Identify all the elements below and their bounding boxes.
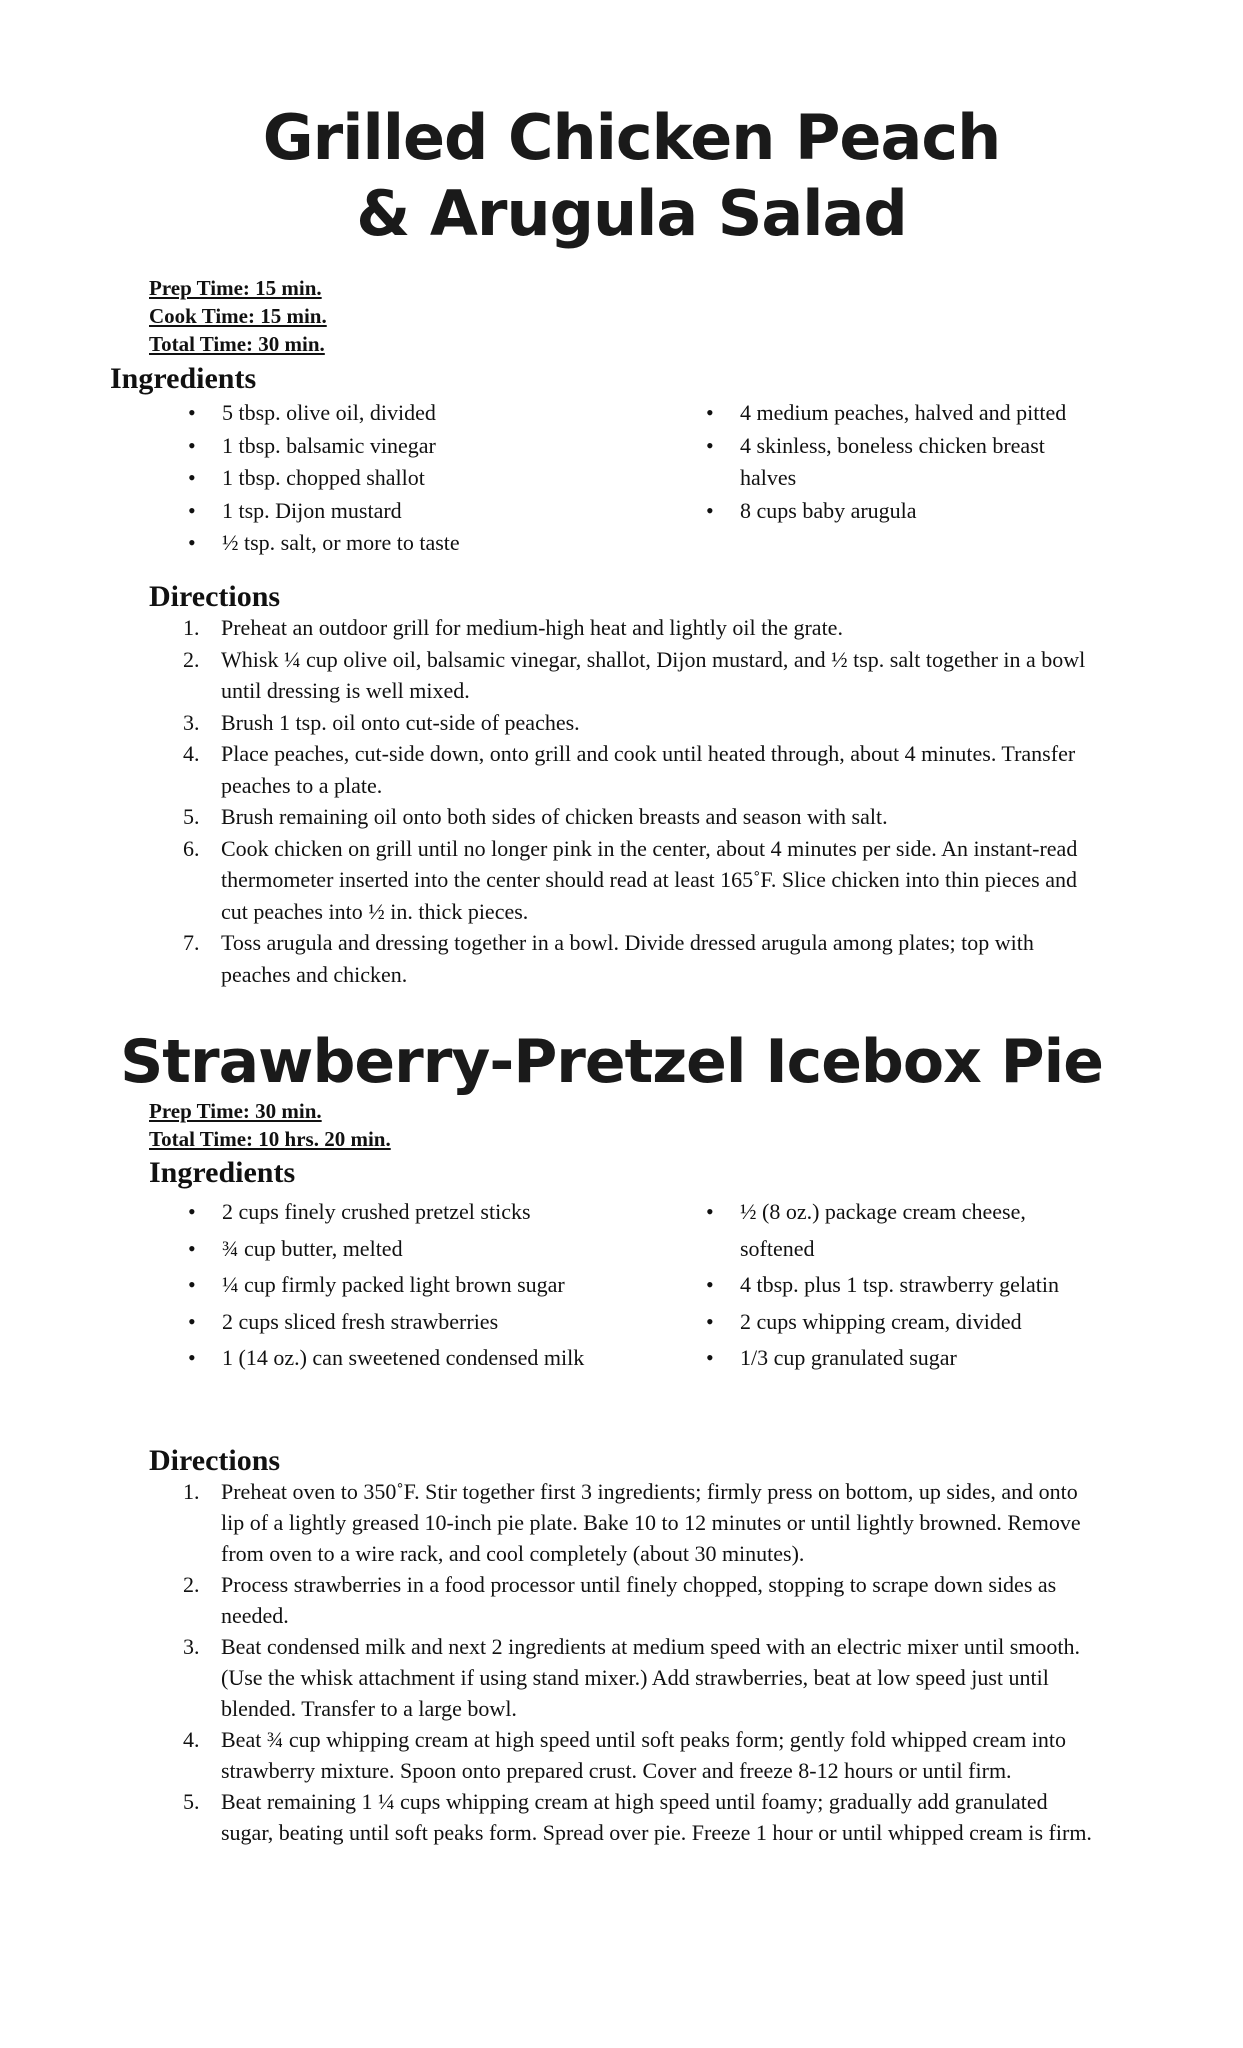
recipe-1-title-line-2: & Arugula Salad bbox=[356, 177, 907, 250]
direction-step bbox=[183, 833, 1103, 928]
step-text: Preheat an outdoor grill for medium-high heat and lightly oil the grate. bbox=[221, 615, 843, 640]
step-text: Whisk ¼ cup olive oil, balsamic vinegar, shallot, Dijon mustard, and ½ tsp. salt together in a bowl until dressing is well mixed. bbox=[221, 646, 1086, 703]
recipe-1-ingredients-heading: Ingredients bbox=[110, 362, 257, 395]
ingredient-item: • 4 medium peaches, halved and pitted bbox=[706, 397, 1086, 430]
recipe-2-directions bbox=[183, 1476, 1103, 1848]
recipe-2-directions-heading: Directions bbox=[149, 1444, 281, 1477]
direction-step bbox=[183, 644, 1103, 707]
step-text: Place peaches, cut-side down, onto grill and cook until heated through, about 4 minutes. Transfer peaches to a plate. bbox=[221, 741, 1076, 798]
step-text: Brush remaining oil onto both sides of chicken breasts and season with salt. bbox=[221, 804, 888, 829]
recipe-1-title bbox=[10, 100, 1243, 252]
ingredient-item: • 8 cups baby arugula bbox=[706, 495, 1086, 528]
step-number: 1. bbox=[183, 615, 200, 640]
step-number: 3. bbox=[183, 1634, 200, 1659]
step-text: Preheat oven to 350˚F. Stir together first 3 ingredients; firmly press on bottom, up sides, and onto lip of a lightly greased 10-inch pie plate. Bake 10 to 12 minutes or until lightly browned. Remove from oven to a wire rack, and cool completely (about 30 minutes). bbox=[221, 1479, 1081, 1566]
step-number: 3. bbox=[183, 709, 200, 735]
ingredient-item: • 1 tbsp. chopped shallot bbox=[188, 462, 608, 495]
step-text: Beat condensed milk and next 2 ingredients at medium speed with an electric mixer until smooth. (Use the whisk attachment if using stand mixer.) Add strawberries, beat at low speed just until blended. Transfer to a large bowl. bbox=[221, 1634, 1081, 1721]
recipe-2-ingredients-left bbox=[188, 1194, 608, 1377]
ingredient-item: • 2 cups finely crushed pretzel sticks bbox=[188, 1194, 608, 1231]
step-number: 5. bbox=[183, 1789, 200, 1814]
ingredient-item: • 1/3 cup granulated sugar bbox=[706, 1340, 1096, 1377]
ingredient-item: • 5 tbsp. olive oil, divided bbox=[188, 397, 608, 430]
step-text: Beat ¾ cup whipping cream at high speed until soft peaks form; gently fold whipped cream into strawberry mixture. Spoon onto prepared crust. Cover and freeze 8-12 hours or until firm. bbox=[221, 1727, 1066, 1783]
ingredient-item: • ¾ cup butter, melted bbox=[188, 1231, 608, 1268]
step-number: 5. bbox=[183, 804, 200, 829]
direction-step bbox=[183, 1786, 1103, 1848]
step-number: 2. bbox=[183, 646, 200, 672]
ingredient-item: • 4 tbsp. plus 1 tsp. strawberry gelatin bbox=[706, 1267, 1096, 1304]
step-text: Cook chicken on grill until no longer pink in the center, about 4 minutes per side. An instant-read thermometer inserted into the center should read at least 165˚F. Slice chicken into thin pieces and cut peaches into ½ in. thick pieces. bbox=[221, 835, 1078, 924]
recipe-2-prep-time: Prep Time: 30 min. bbox=[149, 1099, 322, 1123]
direction-step bbox=[183, 801, 1103, 833]
ingredient-item: • ¼ cup firmly packed light brown sugar bbox=[188, 1267, 608, 1304]
step-number: 7. bbox=[183, 930, 200, 955]
ingredient-item: • 4 skinless, boneless chicken breast halves bbox=[706, 430, 1086, 495]
recipe-2-total-time: Total Time: 10 hrs. 20 min. bbox=[149, 1127, 391, 1151]
recipe-2-ingredients-right bbox=[706, 1194, 1096, 1377]
ingredient-item: • 1 (14 oz.) can sweetened condensed milk bbox=[188, 1340, 608, 1377]
ingredient-item: • 1 tsp. Dijon mustard bbox=[188, 495, 608, 528]
step-text: Brush 1 tsp. oil onto cut-side of peaches. bbox=[221, 709, 580, 735]
direction-step bbox=[183, 1631, 1103, 1724]
recipe-2-ingredients-heading: Ingredients bbox=[149, 1156, 296, 1189]
step-number: 2. bbox=[183, 1572, 200, 1597]
ingredient-item: • ½ tsp. salt, or more to taste bbox=[188, 527, 608, 560]
ingredient-item: • 2 cups sliced fresh strawberries bbox=[188, 1304, 608, 1341]
recipe-1-title-line-1: Grilled Chicken Peach bbox=[262, 101, 1001, 174]
recipe-1-directions-heading: Directions bbox=[149, 580, 281, 613]
recipe-1-ingredients-right bbox=[706, 397, 1086, 527]
recipe-1-ingredients-left bbox=[188, 397, 608, 560]
ingredient-item: • 2 cups whipping cream, divided bbox=[706, 1304, 1096, 1341]
direction-step bbox=[183, 612, 1103, 644]
step-number: 6. bbox=[183, 835, 200, 861]
step-text: Toss arugula and dressing together in a bowl. Divide dressed arugula among plates; top with peaches and chicken. bbox=[221, 930, 1034, 987]
direction-step bbox=[183, 927, 1103, 990]
direction-step bbox=[183, 707, 1103, 739]
step-number: 4. bbox=[183, 1727, 200, 1752]
recipe-1-cook-time: Cook Time: 15 min. bbox=[149, 304, 327, 328]
ingredient-item: • 1 tbsp. balsamic vinegar bbox=[188, 430, 608, 463]
direction-step bbox=[183, 738, 1103, 801]
direction-step bbox=[183, 1476, 1103, 1569]
direction-step bbox=[183, 1569, 1103, 1631]
direction-step bbox=[183, 1724, 1103, 1786]
recipe-1-prep-time: Prep Time: 15 min. bbox=[149, 276, 322, 300]
ingredient-item: • ½ (8 oz.) package cream cheese, softened bbox=[706, 1194, 1096, 1267]
recipe-1-directions bbox=[183, 612, 1103, 990]
step-number: 4. bbox=[183, 741, 200, 766]
step-text: Process strawberries in a food processor until finely chopped, stopping to scrape down sides as needed. bbox=[221, 1572, 1057, 1628]
recipe-2-title: Strawberry-Pretzel Icebox Pie bbox=[120, 1027, 1103, 1097]
step-text: Beat remaining 1 ¼ cups whipping cream at high speed until foamy; gradually add granulated sugar, beating until soft peaks form. Spread over pie. Freeze 1 hour or until whipped cream is firm. bbox=[221, 1789, 1092, 1845]
step-number: 1. bbox=[183, 1479, 200, 1504]
recipe-1-total-time: Total Time: 30 min. bbox=[149, 332, 325, 356]
